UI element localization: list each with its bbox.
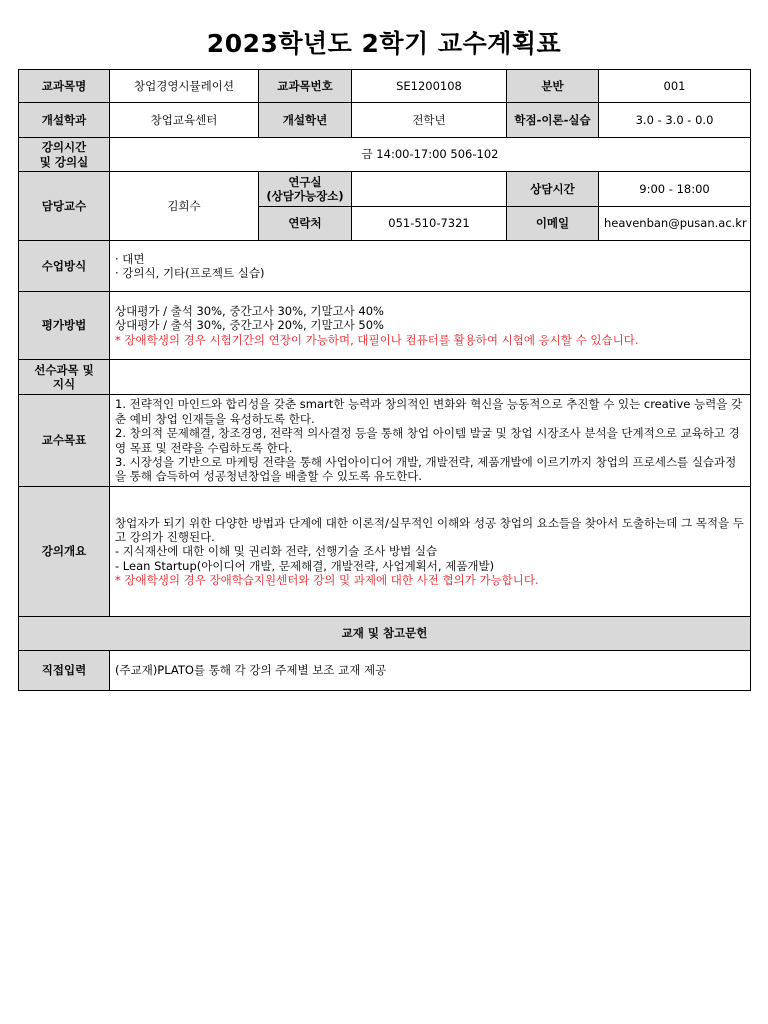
- time-label-line-2: 및 강의실: [39, 154, 89, 169]
- evaluation-line: 상대평가 / 출석 30%, 중간고사 20%, 기말고사 50%: [115, 318, 384, 333]
- consult-label: 상담시간: [507, 172, 599, 207]
- prereq-label: [19, 360, 110, 395]
- professor-name: 김희수: [110, 172, 259, 241]
- course-code: SE1200108: [352, 70, 507, 103]
- row-course: [19, 70, 751, 103]
- row-textbook: [19, 651, 751, 691]
- credit-value: 3.0 - 3.0 - 0.0: [599, 103, 751, 138]
- prereq-label-line-2: 지식: [52, 377, 76, 391]
- section-value: 001: [599, 70, 751, 103]
- contact-label: 연락처: [259, 207, 352, 241]
- credit-label: 학점-이론-실습: [507, 103, 599, 138]
- time-value: 금 14:00-17:00 506-102: [110, 138, 751, 172]
- row-professor-1: [19, 172, 751, 207]
- evaluation-value: [110, 292, 751, 360]
- office-value: [352, 172, 507, 207]
- prereq-label-line-1: 선수과목 및: [34, 362, 94, 377]
- time-label: [19, 138, 110, 172]
- textbook-section-title: 교재 및 참고문헌: [19, 617, 751, 651]
- method-label: 수업방식: [19, 241, 110, 292]
- section-label: 분반: [507, 70, 599, 103]
- row-dept: [19, 103, 751, 138]
- dept-value: 창업교육센터: [110, 103, 259, 138]
- overview-notice: * 장애학생의 경우 장애학습지원센터와 강의 및 과제에 대한 사전 협의가 가능합니다.: [115, 573, 539, 588]
- office-label: [259, 172, 352, 207]
- email-value: heavenban@pusan.ac.kr: [599, 207, 751, 241]
- evaluation-line: 상대평가 / 출석 30%, 중간고사 30%, 기말고사 40%: [115, 303, 384, 318]
- overview-line: - 지식재산에 대한 이해 및 권리화 전략, 선행기술 조사 방법 실습: [115, 544, 438, 559]
- method-line: · 대면: [115, 251, 145, 266]
- textbook-value: (주교재)PLATO를 통해 각 강의 주제별 보조 교재 제공: [110, 651, 751, 691]
- goal-item: 1. 전략적인 마인드와 합리성을 갖춘 smart한 능력과 창의적인 변화와 혁신을 능동적으로 추진할 수 있는 creative 능력을 갖춘 예비 창업 인재들을 육성하도록 한다.: [115, 397, 743, 426]
- goal-item: 2. 창의적 문제해결, 창조경영, 전략적 의사결정 등을 통해 창업 아이템 발굴 및 창업 시장조사 분석을 단계적으로 교육하고 경영 목표 및 전략을 수립하도록 한다.: [115, 426, 740, 455]
- textbook-label: 직접입력: [19, 651, 110, 691]
- course-name-label: 교과목명: [19, 70, 110, 103]
- page-title: 2023학년도 2학기 교수계획표: [206, 29, 562, 58]
- row-time: [19, 138, 751, 172]
- row-method: [19, 241, 751, 292]
- professor-label: 담당교수: [19, 172, 110, 241]
- row-evaluation: [19, 292, 751, 360]
- method-value: [110, 241, 751, 292]
- year-label: 개설학년: [259, 103, 352, 138]
- evaluation-label: 평가방법: [19, 292, 110, 360]
- office-label-line-1: 연구실: [288, 174, 322, 189]
- consult-value: 9:00 - 18:00: [599, 172, 751, 207]
- email-label: 이메일: [507, 207, 599, 241]
- office-label-line-2: (상담가능장소): [266, 189, 344, 203]
- time-label-line-1: 강의시간: [41, 140, 87, 155]
- row-prereq: [19, 360, 751, 395]
- course-code-label: 교과목번호: [259, 70, 352, 103]
- method-line: · 강의식, 기타(프로젝트 실습): [115, 266, 265, 280]
- goal-item: 3. 시장성을 기반으로 마케팅 전략을 통해 사업아이디어 개발, 개발전략, 제품개발에 이르기까지 창업의 프로세스를 실습과정을 통해 습득하여 성공청년창업을 배출할 수 있도록 유도한다.: [115, 454, 737, 484]
- overview-line: 창업자가 되기 위한 다양한 방법과 단계에 대한 이론적/실무적인 이해와 성공 창업의 요소들을 찾아서 도출하는데 그 목적을 두고 강의가 진행된다.: [115, 515, 744, 544]
- overview-line: - Lean Startup(아이디어 개발, 문제해결, 개발전략, 사업계획서, 제품개발): [115, 558, 495, 573]
- year-value: 전학년: [352, 103, 507, 138]
- prereq-value: [110, 360, 751, 395]
- overview-label: 강의개요: [19, 487, 110, 617]
- row-overview: [19, 487, 751, 617]
- course-name: 창업경영시뮬레이션: [110, 70, 259, 103]
- contact-value: 051-510-7321: [352, 207, 507, 241]
- row-textbook-header: [19, 617, 751, 651]
- dept-label: 개설학과: [19, 103, 110, 138]
- evaluation-notice: * 장애학생의 경우 시험기간의 연장이 가능하며, 대필이나 컴퓨터를 활용하여 시험에 응시할 수 있습니다.: [115, 332, 639, 347]
- row-goals: [19, 395, 751, 487]
- goals-value: [110, 395, 751, 487]
- overview-value: [110, 487, 751, 617]
- goals-label: 교수목표: [19, 395, 110, 487]
- syllabus-table: [18, 69, 751, 691]
